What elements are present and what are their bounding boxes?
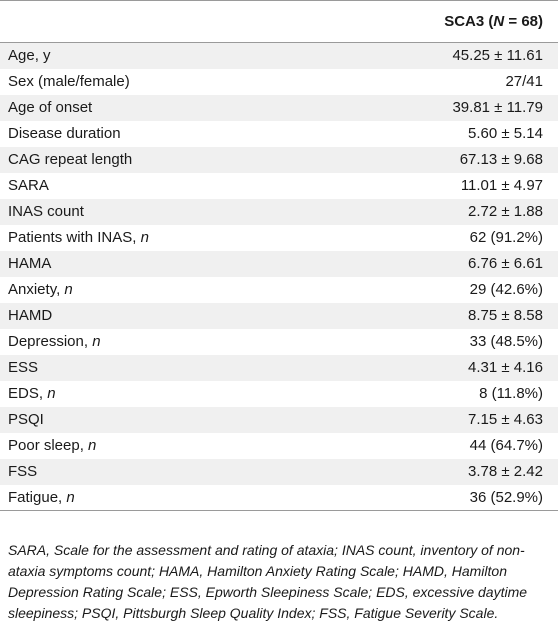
- row-label-text: INAS count: [8, 203, 84, 220]
- row-label-text: Disease duration: [8, 125, 121, 142]
- row-value: 4.31 ± 4.16: [468, 359, 543, 376]
- table-row: [0, 147, 558, 173]
- row-label-text: HAMD: [8, 307, 53, 324]
- row-label-text: CAG repeat length: [8, 151, 133, 168]
- table-header-row: [0, 1, 558, 43]
- row-value: 7.15 ± 4.63: [468, 411, 543, 428]
- row-label: [0, 69, 317, 95]
- row-label: [0, 147, 317, 173]
- row-value: 39.81 ± 11.79: [452, 99, 543, 116]
- table-row: [0, 277, 558, 303]
- row-label-text: Poor sleep,: [8, 437, 89, 454]
- row-label: [0, 459, 317, 485]
- row-label-text: Anxiety,: [8, 281, 65, 298]
- table-row: [0, 121, 558, 147]
- table-row: [0, 381, 558, 407]
- row-label-text: EDS,: [8, 385, 48, 402]
- row-label-text: Sex (male/female): [8, 73, 130, 90]
- row-value: 5.60 ± 5.14: [468, 125, 543, 142]
- row-label: [0, 381, 317, 407]
- row-value: 8 (11.8%): [479, 385, 543, 402]
- table-row: [0, 485, 558, 511]
- header-sca3: [317, 1, 558, 43]
- row-label: [0, 173, 317, 199]
- row-label-n: n: [66, 488, 75, 506]
- row-value: 36 (52.9%): [317, 485, 558, 511]
- row-value: 44 (64.7%): [469, 437, 543, 454]
- row-value: 67.13 ± 9.68: [459, 151, 543, 168]
- row-label: [0, 407, 317, 433]
- row-label: [0, 303, 317, 329]
- row-label-n: n: [47, 385, 56, 402]
- row-label-n: n: [88, 437, 97, 454]
- table-body: [0, 43, 558, 511]
- header-n-symbol: N: [493, 13, 505, 30]
- table-row: [0, 407, 558, 433]
- row-value: 3.78 ± 2.42: [468, 463, 543, 480]
- header-sca3-label: SCA3 (: [444, 13, 494, 30]
- table-row: [0, 355, 558, 381]
- row-value: 29 (42.6%): [469, 281, 543, 298]
- row-label-text: SARA: [8, 177, 49, 194]
- row-label-n: n: [140, 229, 149, 246]
- row-label-text: ESS: [8, 359, 39, 376]
- table-row: [0, 225, 558, 251]
- header-n-value: = 68): [504, 13, 543, 30]
- table-footnote: SARA, Scale for the assessment and rating of ataxia; INAS count, inventory of non-ataxia symptoms count; HAMA, Hamilton Anxiety Rating Scale; HAMD, Hamilton Depression Rating Scale; ESS, Epworth Sleepiness Scale; EDS, excessive daytime sleepiness; PSQI, Pittsburgh Sleep Quality Index; FSS, Fatigue Severity Scale.: [8, 542, 528, 621]
- row-value: 62 (91.2%): [469, 229, 543, 246]
- header-empty-cell: [0, 1, 317, 43]
- row-label-text: PSQI: [8, 411, 44, 428]
- row-label: [0, 95, 317, 121]
- table-row: [0, 43, 558, 69]
- row-label-text: Patients with INAS,: [8, 229, 141, 246]
- table-row: [0, 173, 558, 199]
- row-label: [0, 251, 317, 277]
- row-label-text: Age of onset: [8, 99, 93, 116]
- row-label: [0, 433, 317, 459]
- row-value: 11.01 ± 4.97: [460, 177, 543, 194]
- row-value: 33 (48.5%): [469, 333, 543, 350]
- row-label-n: n: [64, 281, 73, 298]
- row-value: 8.75 ± 8.58: [468, 307, 543, 324]
- row-label-text: FSS: [8, 463, 38, 480]
- row-label-text: Fatigue,: [8, 488, 67, 506]
- table-row: [0, 303, 558, 329]
- row-label-text: Depression,: [8, 333, 93, 350]
- row-label: [0, 199, 317, 225]
- table-row: [0, 95, 558, 121]
- row-label-n: n: [92, 333, 101, 350]
- row-value: 27/41: [505, 73, 543, 90]
- table-row: [0, 199, 558, 225]
- row-label: [0, 277, 317, 303]
- row-label: [0, 43, 317, 69]
- row-value: 6.76 ± 6.61: [468, 255, 543, 272]
- table-row: [0, 251, 558, 277]
- table-row: [0, 329, 558, 355]
- row-label-text: Age, y: [8, 47, 51, 65]
- table-row: [0, 433, 558, 459]
- row-label: [0, 355, 317, 381]
- row-label: [0, 329, 317, 355]
- row-label: [0, 225, 317, 251]
- row-value: 2.72 ± 1.88: [468, 203, 543, 220]
- row-value: 45.25 ± 11.61: [452, 47, 543, 65]
- table-row: [0, 459, 558, 485]
- row-label-text: HAMA: [8, 255, 52, 272]
- row-label: [0, 121, 317, 147]
- table-row: [0, 69, 558, 95]
- row-label: [0, 485, 317, 511]
